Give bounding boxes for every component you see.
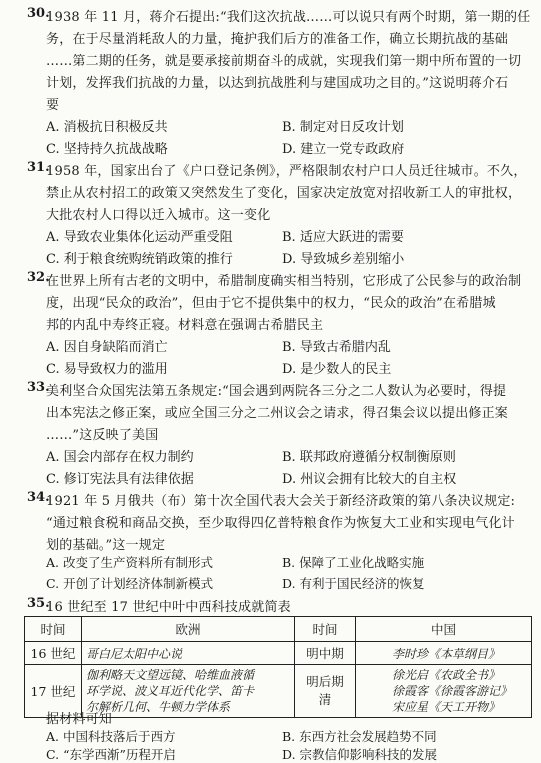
table-cell-china: 徐光启《农政全书》 徐霞客《徐霞客游记》 宋应星《天工开物》 <box>356 665 532 718</box>
option-b[interactable]: B. 制定对日反攻计划 <box>282 120 404 135</box>
question-text-line: 禁止从农村招工的政策又突然发生了变化，国家决定放宽对招收新工人的审批权， <box>46 186 522 201</box>
option-a[interactable]: A. 中国科技落后于西方 <box>46 729 176 744</box>
option-c[interactable]: C. 易导致权力的滥用 <box>46 362 168 377</box>
table-cell-time: 17 世纪 <box>25 665 82 718</box>
option-a[interactable]: A. 消极抗日积极反共 <box>46 120 168 135</box>
question-number: 30. <box>27 6 50 21</box>
question-text-line: 1958 年，国家出台了《户口登记条例》，严格限制农村户口人员迁往城市。不久， <box>46 164 527 179</box>
option-b[interactable]: B. 导致古希腊内乱 <box>282 340 391 355</box>
question-text-line: 要 <box>46 98 60 113</box>
option-b[interactable]: B. 适应大跃进的需要 <box>282 230 404 245</box>
question-text-line: 在世界上所有古老的文明中，希腊制度确实相当特别，它形成了公民参与的政治制 <box>46 274 522 289</box>
option-a[interactable]: A. 导致农业集体化运动严重受阻 <box>46 230 233 245</box>
question-text-line: 计划，发挥我们抗战的力量，以达到抗战胜利与建国成功之目的。”这说明蒋介石 <box>46 76 509 91</box>
question-text-line: “通过粮食税和商品交换，至少取得四亿普特粮食作为恢复大工业和实现电气化计 <box>46 516 515 531</box>
question-text-line: 1938 年 11 月，蒋介石提出:“我们这次抗战……可以说只有两个时期，第一期的任 <box>46 10 531 25</box>
table-header-cell: 欧洲 <box>82 617 295 642</box>
option-a[interactable]: A. 因自身缺陷而消亡 <box>46 340 168 355</box>
option-c[interactable]: C. 修订宪法具有法律依据 <box>46 472 194 487</box>
option-b[interactable]: B. 保障了工业化战略实施 <box>282 555 425 570</box>
option-d[interactable]: D. 导致城乡差别缩小 <box>282 252 405 267</box>
question-number: 32. <box>27 270 50 285</box>
option-b[interactable]: B. 联邦政府遵循分权制衡原则 <box>282 450 456 465</box>
option-a[interactable]: A. 改变了生产资料所有制形式 <box>46 555 213 570</box>
option-d[interactable]: D. 建立一党专政政府 <box>282 142 405 157</box>
question-text-line: 邦的内乱中寿终正寝。材料意在强调古希腊民主 <box>46 318 324 333</box>
question-text-line: 1921 年 5 月俄共（布）第十次全国代表大会关于新经济政策的第八条决议规定: <box>46 494 516 509</box>
option-c[interactable]: C. 开创了计划经济体制新模式 <box>46 576 214 591</box>
question-text-line: 划的基础。”这一规定 <box>46 538 166 553</box>
question-text-line: 美利坚合众国宪法第五条规定:“国会遇到两院各三分之二人数认为必要时，得提 <box>46 384 507 399</box>
question-text-line: ……第二期的任务，就是要承接前期奋斗的成就，实现我们第一期中所布置的一切 <box>46 54 522 69</box>
table-cell-china: 李时珍《本草纲目》 <box>356 642 532 665</box>
question-text-line: ……”这反映了美国 <box>46 428 159 443</box>
table-cell-europe: 哥白尼太阳中心说 <box>82 642 295 665</box>
option-c[interactable]: C. 坚持持久抗战战略 <box>46 142 168 157</box>
table-header-cell: 时间 <box>25 617 82 642</box>
question-text-line: 度，出现“民众的政治”，但由于它不提供集中的权力，“民众的政治”在希腊城 <box>46 296 496 311</box>
question-lead: 据材料可知 <box>46 712 113 727</box>
question-number: 35. <box>27 596 50 611</box>
question-number: 34. <box>27 490 50 505</box>
option-d[interactable]: D. 宗教信仰影响科技的发展 <box>282 747 438 762</box>
option-c[interactable]: C. “东学西渐”历程开启 <box>46 747 176 762</box>
option-d[interactable]: D. 有利于国民经济的恢复 <box>282 576 425 591</box>
question-text-line: 大批农村人口得以迁入城市。这一变化 <box>46 208 271 223</box>
table-title: 16 世纪至 17 世纪中叶中西科技成就简表 <box>46 600 291 615</box>
question-text-line: 出本宪法之修正案，或应全国三分之二州议会之请求，得召集会议以提出修正案 <box>46 406 509 421</box>
table-header-cell: 中国 <box>356 617 532 642</box>
question-number: 33. <box>27 380 50 395</box>
option-d[interactable]: D. 是少数人的民主 <box>282 362 392 377</box>
question-text-line: 务，在于尽量消耗敌人的力量，掩护我们后方的准备工作，确立长期抗战的基础 <box>46 32 509 47</box>
option-a[interactable]: A. 国会内部存在权力制约 <box>46 450 194 465</box>
option-c[interactable]: C. 利于粮食统购统销政策的推行 <box>46 252 233 267</box>
table-cell-time: 16 世纪 <box>25 642 82 665</box>
question-number: 31. <box>27 160 50 175</box>
table-cell-time-china: 明后期 清 <box>295 665 356 718</box>
option-b[interactable]: B. 东西方社会发展趋势不同 <box>282 729 437 744</box>
table-cell-time-china: 明中期 <box>295 642 356 665</box>
option-d[interactable]: D. 州议会拥有比较大的自主权 <box>282 472 457 487</box>
table-header-cell: 时间 <box>295 617 356 642</box>
table-cell-europe: 伽利略天文望远镜、哈维血液循 环学说、波义耳近代化学、笛卡 尔解析几何、牛顿力学体系 <box>82 665 295 718</box>
